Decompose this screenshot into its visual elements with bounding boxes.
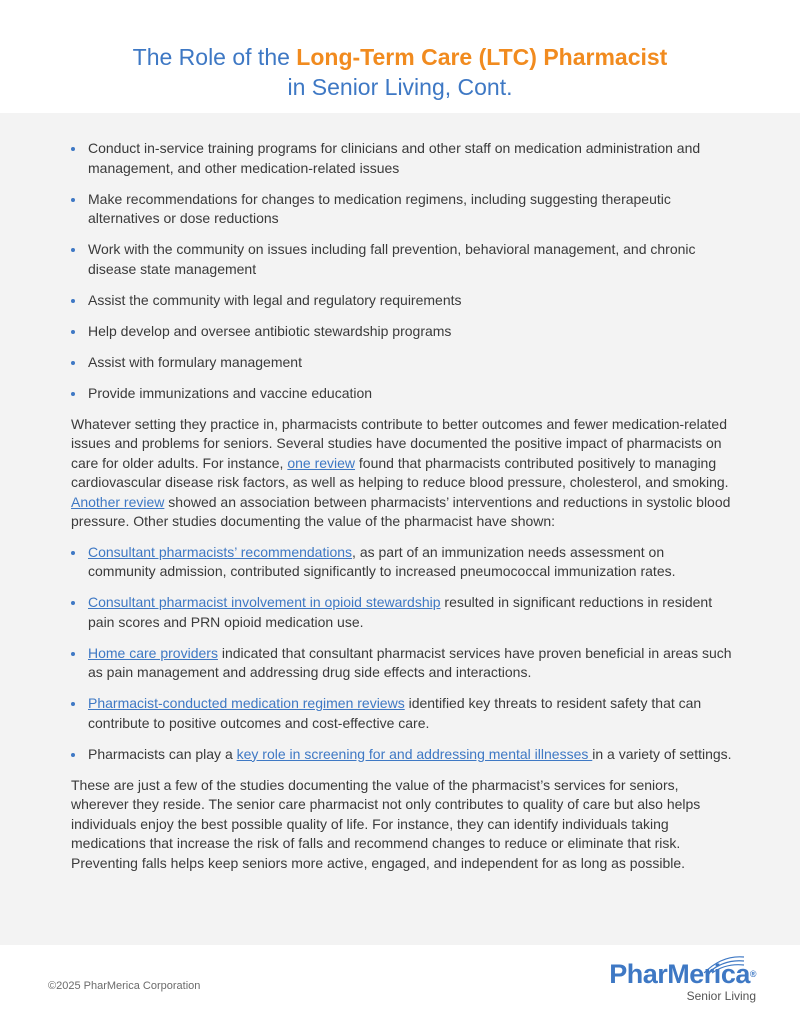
list-item: Home care providers indicated that consultant pharmacist services have proven beneficial in areas such as pain management and addressing drug side effects and interactions. [71,644,735,683]
bullet-icon [71,299,75,303]
mental-illness-link[interactable]: key role in screening for and addressing mental illnesses [236,745,593,762]
responsibilities-list [71,139,735,403]
bullet-icon [71,601,75,605]
closing-paragraph: These are just a few of the studies documenting the value of the pharmacist’s services for seniors, wherever they reside. The senior care pharmacist not only contributes to quality of care but also helps individuals enjoy the best possible quality of life. For instance, they can identify individuals taking medications that increase the risk of falls and recommend changes to reduce or eliminate that risk. Preventing falls helps keep seniors more active, engaged, and independent for as long as possible. [71,776,701,871]
title-line2: in Senior Living, Cont. [287,74,513,100]
list-item: Assist with formulary management [71,353,735,373]
page-footer [0,945,800,1035]
bullet-icon [71,330,75,334]
bullet-icon [71,198,75,202]
bullet-icon [71,392,75,396]
bullet-icon [71,248,75,252]
consultant-recommendations-link[interactable]: Consultant pharmacists’ recommendations [88,543,353,560]
logo-arc-icon [702,953,746,975]
studies-intro-paragraph: Whatever setting they practice in, pharmacists contribute to better outcomes and fewer medication-related issues and problems for seniors. Several studies have documented the positive impact of pharmacists on care for older adults. For instance, one review found that pharmacists contributed positively to managing cardiovascular disease risk factors, as well as helping to reduce blood pressure, cholesterol, and smoking. Another review showed an association between pharmacists’ interventions and reductions in systolic blood pressure. Other studies documenting the value of the pharmacist have shown: [71,415,731,529]
list-item: Pharmacist-conducted medication regimen reviews identified key threats to resident safety that can contribute to positive outcomes and cost-effective care. [71,694,735,733]
studies-list [71,543,735,765]
bullet-icon [71,361,75,365]
copyright-text: ©2025 PharMerica Corporation [48,980,201,992]
title-accent: Long-Term Care (LTC) Pharmacist [296,44,668,70]
another-review-link[interactable]: Another review [71,493,165,510]
list-item: Consultant pharmacists’ recommendations, as part of an immunization needs assessment on community admission, contributed significantly to increased pneumococcal immunization rates. [71,543,735,582]
regimen-reviews-link[interactable]: Pharmacist-conducted medication regimen reviews [88,695,405,711]
list-item: Provide immunizations and vaccine education [71,384,735,404]
page-title [0,0,800,102]
home-care-providers-link[interactable]: Home care providers [88,644,218,661]
list-item: Conduct in-service training programs for clinicians and other staff on medication administration and management, and other medication-related issues [71,139,735,178]
list-item: Pharmacists can play a key role in screening for and addressing mental illnesses in a variety of settings. [71,745,735,765]
list-item: Help develop and oversee antibiotic stewardship programs [71,322,735,342]
list-item: Assist the community with legal and regulatory requirements [71,291,735,311]
bullet-icon [71,652,75,656]
opioid-stewardship-link[interactable]: Consultant pharmacist involvement in opioid stewardship [88,594,441,610]
bullet-icon [71,702,75,706]
bullet-icon [71,551,75,555]
logo-subtitle: Senior Living [686,989,756,1003]
list-item: Consultant pharmacist involvement in opioid stewardship resulted in significant reductions in resident pain scores and PRN opioid medication use. [71,593,735,632]
page-header [0,0,800,113]
one-review-link[interactable]: one review [287,454,356,471]
bullet-icon [71,753,75,757]
title-prefix: The Role of the [132,44,297,70]
list-item: Make recommendations for changes to medication regimens, including suggesting therapeutic alternatives or dose reductions [71,190,735,229]
bullet-icon [71,147,75,151]
content-body [71,139,735,884]
pharmerica-logo [609,959,756,1003]
logo-wordmark: PharMerica® [609,959,756,989]
content-panel [0,113,800,945]
list-item: Work with the community on issues including fall prevention, behavioral management, and chronic disease state management [71,240,735,279]
